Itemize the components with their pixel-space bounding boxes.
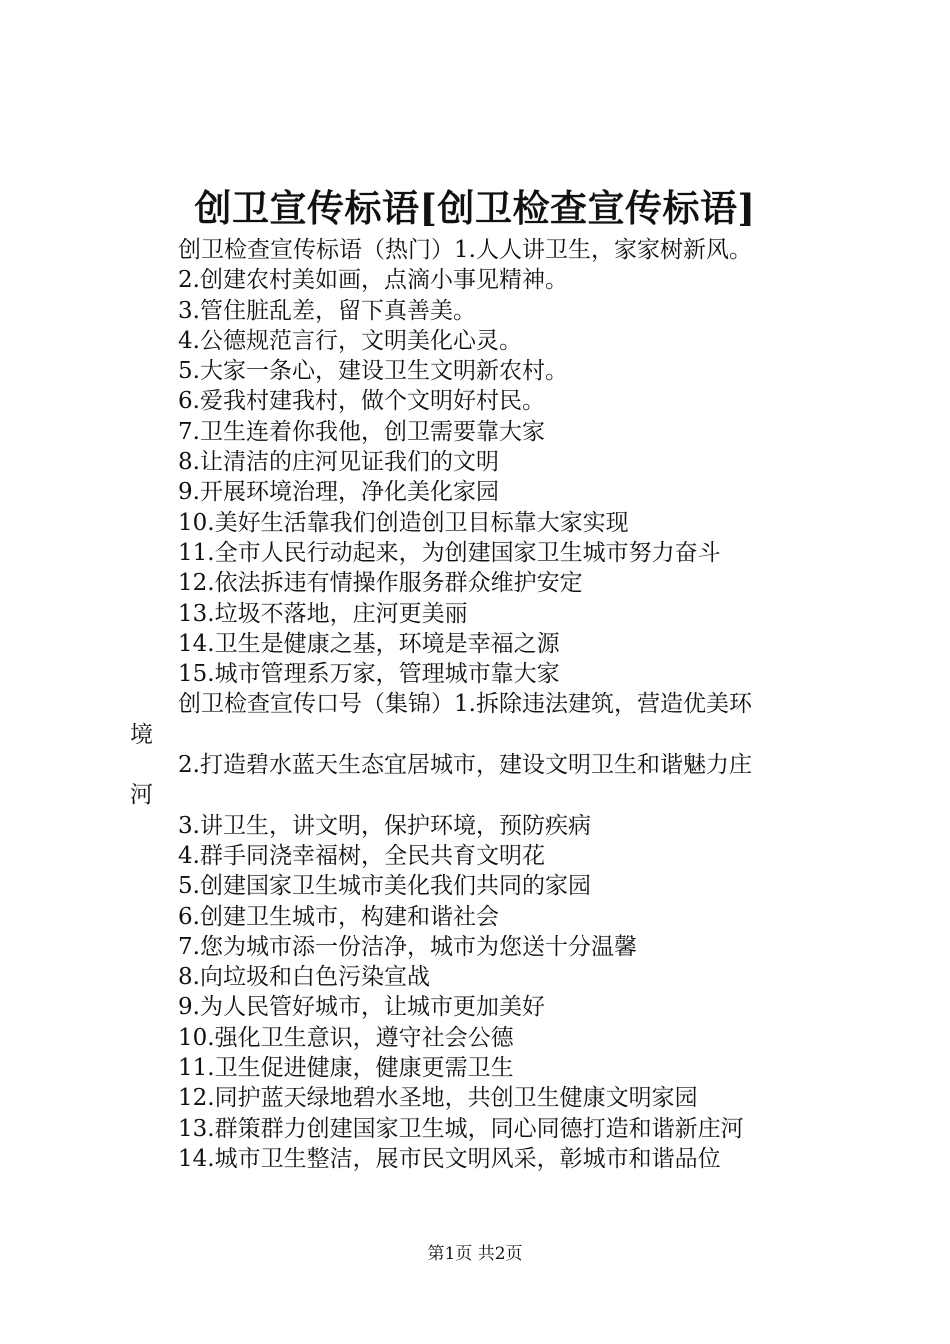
paragraph-line: 2.打造碧水蓝天生态宜居城市，建设文明卫生和谐魅力庄 <box>178 752 752 779</box>
text-line: 15.城市管理系万家，管理城市靠大家 <box>178 661 560 688</box>
text-line: 7.您为城市添一份洁净，城市为您送十分温馨 <box>178 933 637 960</box>
paragraph-line-continued: 境 <box>130 721 153 748</box>
text-line: 9.开展环境治理，净化美化家园 <box>178 479 499 506</box>
text-line: 6.创建卫生城市，构建和谐社会 <box>178 903 499 930</box>
text-line: 5.创建国家卫生城市美化我们共同的家园 <box>178 873 591 900</box>
text-line: 12.依法拆违有情操作服务群众维护安定 <box>178 570 583 597</box>
text-line: 14.卫生是健康之基，环境是幸福之源 <box>178 630 560 657</box>
text-line: 3.管住脏乱差，留下真善美。 <box>178 297 476 324</box>
paragraph-line: 创卫检查宣传口号（集锦）1.拆除违法建筑，营造优美环 <box>178 691 752 718</box>
text-line: 8.让清洁的庄河见证我们的文明 <box>178 449 499 476</box>
wrapped-paragraph <box>130 750 835 811</box>
page-title: 创卫宣传标语[创卫检查宣传标语] <box>194 186 756 230</box>
page-footer: 第1页 共2页 <box>427 1244 523 1264</box>
text-line: 创卫检查宣传标语（热门）1.人人讲卫生，家家树新风。 <box>178 237 752 263</box>
text-line: 12.同护蓝天绿地碧水圣地，共创卫生健康文明家园 <box>178 1085 698 1112</box>
text-line: 4.公德规范言行，文明美化心灵。 <box>178 327 522 354</box>
text-line: 13.垃圾不落地，庄河更美丽 <box>178 600 468 627</box>
text-line: 10.美好生活靠我们创造创卫目标靠大家实现 <box>178 509 629 536</box>
text-line: 7.卫生连着你我他，创卫需要靠大家 <box>178 418 545 445</box>
text-line: 6.爱我村建我村，做个文明好村民。 <box>178 388 545 415</box>
text-line: 11.全市人民行动起来，为创建国家卫生城市努力奋斗 <box>178 539 721 566</box>
text-line: 9.为人民管好城市，让城市更加美好 <box>178 994 545 1021</box>
document-body <box>130 235 835 1174</box>
text-line: 4.群手同浇幸福树，全民共育文明花 <box>178 842 545 869</box>
text-line: 5.大家一条心，建设卫生文明新农村。 <box>178 358 568 385</box>
text-line: 13.群策群力创建国家卫生城，同心同德打造和谐新庄河 <box>178 1115 744 1142</box>
text-line: 3.讲卫生，讲文明，保护环境，预防疾病 <box>178 812 591 839</box>
text-line: 2.创建农村美如画，点滴小事见精神。 <box>178 267 568 294</box>
text-line: 8.向垃圾和白色污染宣战 <box>178 964 430 991</box>
wrapped-paragraph <box>130 689 835 750</box>
text-line: 11.卫生促进健康，健康更需卫生 <box>178 1055 514 1082</box>
text-line: 14.城市卫生整洁，展市民文明风采，彰城市和谐品位 <box>178 1145 721 1172</box>
paragraph-line-continued: 河 <box>130 782 153 809</box>
text-line: 10.强化卫生意识，遵守社会公德 <box>178 1024 514 1051</box>
